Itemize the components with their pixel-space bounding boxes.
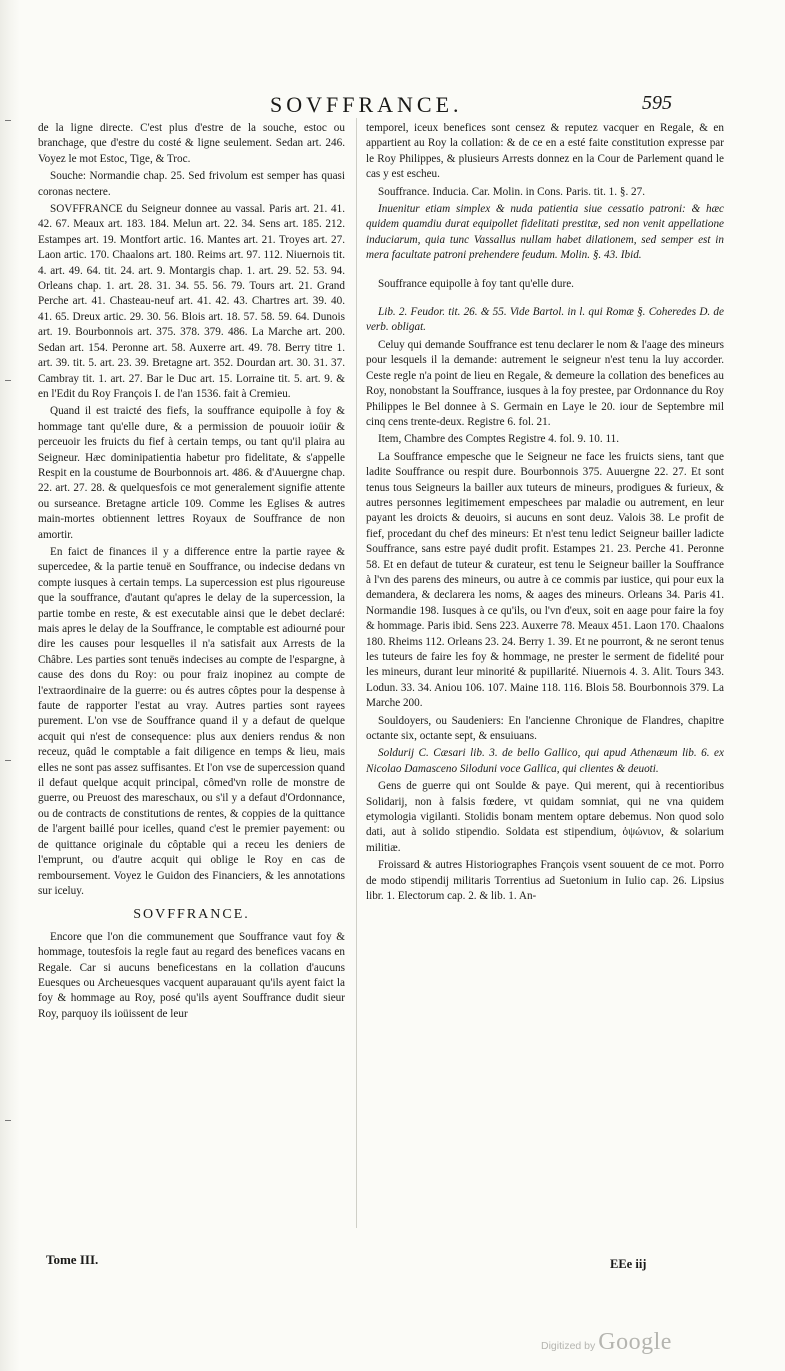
signature-mark: EEe iij	[610, 1257, 647, 1271]
binding-gutter	[0, 0, 20, 1371]
paragraph: Souffrance. Inducia. Car. Molin. in Cons. Paris. tit. 1. §. 27.	[378, 185, 646, 198]
running-title: SOVFFRANCE.	[270, 92, 463, 117]
latin-citation: Soldurij C. Cæsari lib. 3. de bello Gallico, qui apud Athenæum lib. 6. ex Nicolao Damasceno Siloduni voce Gallica, qui clientes & deuoti.	[366, 747, 724, 775]
paragraph: La Souffrance empesche que le Seigneur ne face les fruicts siens, tant que ladite Souffrance ou respit dure. Bourbonnois 375. Auuergne 22. 27. Et sont tenus tous Seigneurs la bailler aux tuteurs de mineurs, prodigues & furieux, & autres personnes legitimement empeschees par maladie ou autrement, en leur payant les droicts & deuoirs, si aucuns en sont deuz. Valois 38. Le profit de fief, procedant du chef des mineurs: Et n'est tenu ledict Seigneur bailler ladicte Souffrance, sans estre payé dudit profit. Estampes 21. 23. Perche 41. Peronne 58. Et en defaut de tuteur & curateur, est tenu le Seigneur bailler la Souffrance à l'vn des parens des mineurs, ou autre à ce commis par iustice, qui pour eux la demandera, & declarera les noms, & aages des mineurs. Orleans 34. Paris 41. Normandie 198. Iusques à ce qu'ils, ou l'vn d'eux, soit en aage pour faire la foy & hommage. Paris ibid. Sens 223. Auxerre 78. Meaux 451. Laon 170. Chaalons 180. Rheims 112. Orleans 23. 24. Berry 1. 39. Et ne pourront, & ne seront tenus les tuteurs de faire les foy & hommage, ne prester le serment de fidelité pour les mineurs, durant leur minorité & pupillarité. Niuernois 4. 3. Alit. Tours 343. Lodun. 33. 34. Aniou 106. 107. Maine 118. 116. Blois 58. Bourbonnois 379. La Marche 200.	[366, 450, 724, 710]
paragraph: Item, Chambre des Comptes Registre 4. fol. 9. 10. 11.	[378, 433, 620, 446]
paragraph: de la ligne directe. C'est plus d'estre de la souche, estoc ou branchage, que d'estre du costé & ligne seulement. Sedan art. 246. Voyez le mot Estoc, Tige, & Troc.	[38, 122, 345, 165]
paragraph: Souffrance equipolle à foy tant qu'elle dure.	[378, 277, 574, 290]
google-logo: Google	[598, 1329, 672, 1355]
gutter-mark	[5, 1120, 11, 1121]
paragraph: Souldoyers, ou Saudeniers: En l'ancienne Chronique de Flandres, chapitre octante six, octante sept, & ensuiuans.	[366, 714, 724, 743]
column-divider	[356, 118, 357, 1228]
latin-citation: Lib. 2. Feudor. tit. 26. & 55. Vide Bartol. in l. qui Romæ §. Coheredes D. de verb. obligat.	[366, 306, 724, 334]
paragraph: Froissard & autres Historiographes François vsent souuent de ce mot. Porro de modo stipendij militaris Torrentius ad Suetonium in Iulio cap. 26. Lipsius libr. 1. Electorum cap. 2. & lib. 1. An-	[366, 859, 724, 903]
paragraph: Gens de guerre qui ont Soulde & paye. Qui merent, qui à recentioribus Solidarij, non à falsis fœdere, vt quidam somniat, qui ne vna quidem etymologia vigilanti. Stolidis bonam mentem optare debemus. Non quod solo dati, aut à solido stipendio. Soldata est stipendium, ὀψώνιον, & solarium militiæ.	[366, 780, 724, 854]
gutter-mark	[5, 120, 11, 121]
volume-label: Tome III.	[46, 1252, 99, 1267]
paragraph: Quand il est traicté des fiefs, la souffrance equipolle à foy & hommage tant qu'elle dure, & a permission de pouuoir ioüir & perceuoir les fruicts du fief à certain temps, ou tant qu'il plaira au Seigneur. Hæc dominipatientia habetur pro fidelitate, & s'appelle Respit en la coustume de Bourbonnois art. 486. & d'Auuergne chap. 22. art. 27. 28. & quelquesfois ce mot generalement signifie attente ou surseance. Bretagne article 109. Comme les Eglises & autres main-mortes obtiennent lettres Royaux de Souffrance de non amortir.	[38, 405, 345, 541]
right-column	[366, 121, 724, 905]
paragraph: Encore que l'on die communement que Souffrance vaut foy & hommage, toutesfois la regle faut au regard des benefices vacans en Regale. Car si aucuns beneficestans en la collation d'aucuns Euesques ou Archeuesques vacquent auparauant qu'ils ayent faict la foy & hommage au Roy, posé qu'ils ayent Souffrance dudit sieur Roy, parquoy ils ioüissent de leur	[38, 930, 345, 1020]
paragraph: temporel, iceux benefices sont censez & reputez vacquer en Regale, & en appartient au Roy la collation: & de ce en a esté faite constitution expresse par le Roy Philippes, & plusieurs Arrests donnez en la Cour de Parlement quand le cas y est escheu.	[366, 122, 724, 181]
watermark-prefix: Digitized by	[541, 1340, 596, 1352]
paragraph: Celuy qui demande Souffrance est tenu declarer le nom & l'aage des mineurs pour lesquels il la demande: autrement le seigneur n'est tenu la luy accorder. Ceste regle n'a point de lieu en Regale, & demeure la collation des benefices au Roy, nonobstant la Souffrance, iusques à la foy prestee, par Ordonnance du Roy Philippes le Bel donnee à S. Germain en Laye le 20. iour de Septembre mil cinq cens trente-deux. Registre 6. fol. 21.	[366, 338, 724, 428]
paragraph: En faict de finances il y a difference entre la partie rayee & supercedee, & la partie tenuë en Souffrance, ou indecise dedans vn compte iusques à certain temps. La supercession est plus rigoureuse que la souffrance, d'autant qu'apres le delay de la supercession, la partie tombe en reste, & est executable ainsi que le debet declaré: mais apres le delay de la Souffrance, le comptable est adiourné pour dire les causes pour lesquelles il n'a satisfait aux Arrests de la Châbre. Les parties sont tenuës indecises au compte de l'espargne, à cause des dons du Roy: ou pour fraiz inopinez au compte de l'extraordinaire de la guerre: ou és autres côptes pour la despense à faute de rapporter l'estat au vray. Autres parties sont rayees purement. L'on vse de Souffrance quand il y a defaut de quelque acquit qui n'est de consequence: plus aux deniers rendus & non receuz, quâd le comptable a fait diligence en temps & lieu, mais elles ne sont pas assez suffisantes. Et l'on vse de supercession quand il defaut quelque acquit principal, cômed'vn rolle de monstre de guerre, ou Preuost des mareschaux, ou s'il y a defaut d'Ordonnance, ou de contracts de constitutions de rentes, & coppies de la quittance de l'argent baillé pour icelles, quand c'est le premier payement: ou de quittance originale du côptable qui a receu les deniers de l'emprunt, ou d'autre acquit qui oblige le Roy en cas de remboursement. Voyez le Guidon des Financiers, & les annotations sur iceluy.	[38, 545, 345, 897]
left-column	[38, 121, 345, 1022]
gutter-mark	[5, 380, 11, 381]
paragraph: Souche: Normandie chap. 25. Sed frivolum est semper has quasi coronas nectere.	[38, 170, 345, 198]
gutter-mark	[5, 760, 11, 761]
page-number: 595	[642, 92, 672, 114]
digitization-watermark	[541, 1329, 672, 1356]
section-title: SOVFFRANCE.	[133, 907, 250, 923]
paragraph: SOVFFRANCE du Seigneur donnee au vassal. Paris art. 21. 41. 42. 67. Meaux art. 183. 184. Melun art. 22. 34. Sens art. 185. 212. Estampes art. 19. Montfort artic. 16. Mantes art. 21. Troyes art. 27. Laon artic. 170. Chaalons art. 180. Reims art. 97. 112. Niuernois tit. 4. art. 49. 64. tit. 24. art. 9. Montargis chap. 1. art. 29. 52. 53. 94. Orleans chap. 1. art. 28. 31. 34. 55. 56. 79. Tours art. 21. Grand Perche art. 41. Chasteau-neuf art. 41. 42. 43. Chartres art. 39. 40. 41. 65. Dreux artic. 29. 30. 56. Blois art. 18. 57. 58. 59. 64. Dunois art. 19. Bourbonnois art. 375. 378. 379. 486. La Marche art. 200. Sedan art. 154. Peronne art. 58. Auxerre art. 49. 78. Berry titre 1. art. 39. tit. 5. art. 23. 39. Bretagne art. 352. Dourdan art. 30. 31. 37. Cambray tit. 1. art. 27. Bar le Duc art. 15. Lorraine tit. 5. art. 9. & en l'Edit du Roy François I. de l'an 1536. fait à Cremieu.	[38, 203, 345, 400]
latin-citation: Inuenitur etiam simplex & nuda patientia siue cessatio patroni: & hæc quidem quamdiu durat equipollet fidelitati prestitæ, sed non venit appellatione induciarum, quia tunc Vassallus nullam habet dilationem, sed semper est in mera facultate patroni prehendere feudum. Molin. §. 43. Ibid.	[366, 203, 724, 262]
